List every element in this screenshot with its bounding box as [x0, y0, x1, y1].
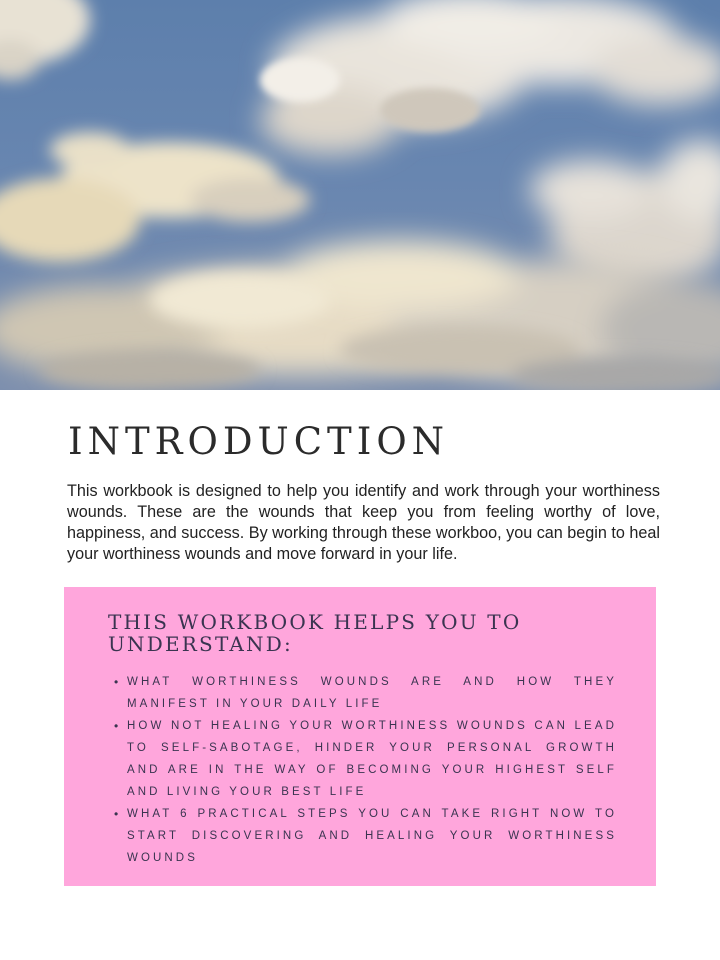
sky-clouds-photo	[0, 0, 720, 390]
list-item	[114, 803, 617, 869]
card-list	[114, 671, 617, 869]
list-item-text: WHAT 6 PRACTICAL STEPS YOU CAN TAKE RIGHT NOW TO START DISCOVERING AND HEALING YOUR WORTHINESS WOUNDS	[127, 808, 617, 864]
intro-paragraph: This workbook is designed to help you identify and work through your worthiness wounds. These are the wounds that keep you from feeling worthy of love, happiness, and success. By working through these workboo, you can begin to heal your worthiness wounds and move forward in your life.	[67, 482, 661, 563]
card-heading: THIS WORKBOOK HELPS YOU TO UNDERSTAND:	[108, 610, 522, 656]
list-item	[114, 715, 617, 803]
page-title: INTRODUCTION	[68, 420, 450, 463]
list-item	[114, 671, 617, 715]
list-item-text: WHAT WORTHINESS WOUNDS ARE AND HOW THEY MANIFEST IN YOUR DAILY LIFE	[127, 676, 617, 710]
bullet-icon: •	[114, 675, 119, 689]
list-item-text: HOW NOT HEALING YOUR WORTHINESS WOUNDS CAN LEAD TO SELF-SABOTAGE, HINDER YOUR PERSONAL GROWTH AND ARE IN THE WAY OF BECOMING YOUR HIGHEST SELF AND LIVING YOUR BEST LIFE	[127, 720, 617, 798]
bullet-icon: •	[114, 807, 119, 821]
summary-card	[64, 587, 656, 886]
bullet-icon: •	[114, 719, 119, 733]
